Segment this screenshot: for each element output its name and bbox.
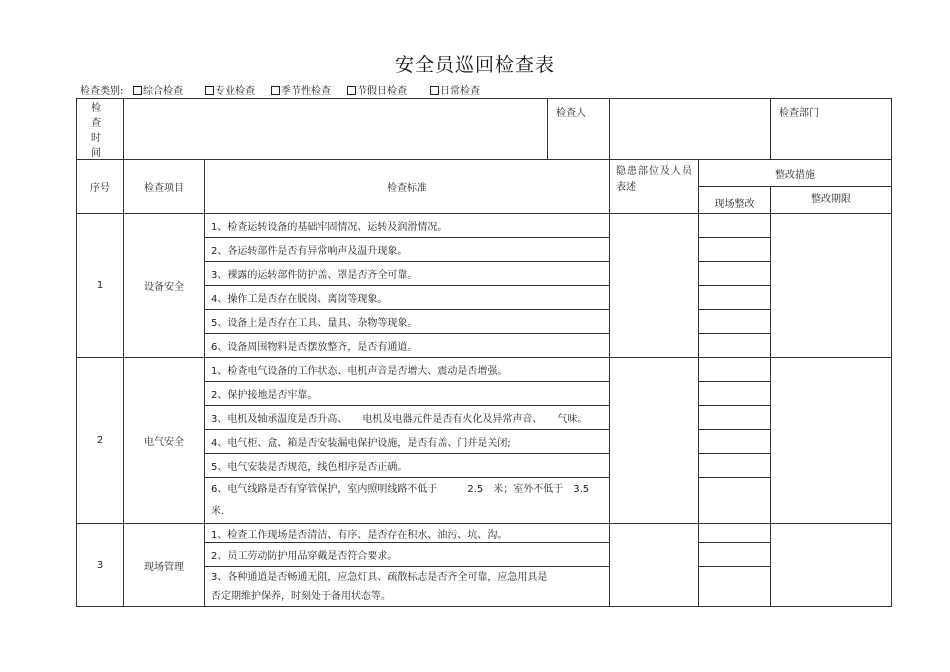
category-label: 检查类别: [80,86,124,97]
checkbox-icon [271,86,280,95]
section-item: 现场管理 [124,524,205,607]
standard-cell: 4、电气柜、盒、箱是否安装漏电保护设施，是否有盖、门并是关闭; [205,430,610,454]
onsite-cell[interactable] [699,430,771,454]
onsite-cell[interactable] [699,382,771,406]
check-time-label: 检 查 时 间 [77,99,124,160]
onsite-cell[interactable] [699,406,771,430]
section-number: 2 [77,358,124,524]
onsite-cell[interactable] [699,310,771,334]
standard-cell: 6、设备周围物料是否摆放整齐，是否有通道。 [205,334,610,358]
hazard-cell[interactable] [610,214,699,358]
department-label: 检查部门 [771,99,892,160]
deadline-cell[interactable] [771,214,892,358]
checkbox-icon [430,86,439,95]
onsite-cell[interactable] [699,238,771,262]
onsite-cell[interactable] [699,262,771,286]
onsite-cell[interactable] [699,286,771,310]
standard-cell: 2、各运转部件是否有异常响声及温升现象。 [205,238,610,262]
category-row [80,82,480,97]
checkbox-icon [133,86,142,95]
header-row-2 [77,160,892,187]
onsite-cell[interactable] [699,334,771,358]
standard-cell: 3、电机及轴承温度是否升高、 电机及电器元件是否有火化及异常声音、 气味。 [205,406,610,430]
deadline-cell[interactable] [771,524,892,607]
page-title: 安全员巡回检查表 [394,54,555,76]
standard-cell: 2、员工劳动防护用品穿戴是否符合要求。 [205,543,610,567]
inspection-table [76,98,892,607]
standard-cell: 5、设备上是否存在工具、量具、杂物等现象。 [205,310,610,334]
table-row [77,358,892,382]
category-option-professional[interactable]: 专业检查 [205,82,255,97]
standard-cell: 6、电气线路是否有穿管保护，室内照明线路不低于 2.5 米；室外不低于 3.5 米. [205,478,610,524]
hazard-cell[interactable] [610,358,699,524]
standard-cell: 3、裸露的运转部件防护盖、罩是否齐全可靠。 [205,262,610,286]
onsite-cell[interactable] [699,543,771,567]
standard-cell: 1、检查运转设备的基础牢固情况、运转及润滑情况。 [205,214,610,238]
checkbox-icon [347,86,356,95]
onsite-cell[interactable] [699,214,771,238]
section-item: 电气安全 [124,358,205,524]
onsite-cell[interactable] [699,567,771,607]
table-row [77,214,892,238]
section-item: 设备安全 [124,214,205,358]
seq-header: 序号 [77,160,124,214]
standard-cell: 2、保护接地是否牢靠。 [205,382,610,406]
inspector-label: 检查人 [548,99,610,160]
deadline-header: 整改期限 [771,187,892,214]
hazard-header: 隐患部位及人员表述 [610,160,699,214]
check-time-value[interactable] [124,99,548,160]
standard-cell: 1、检查工作现场是否清洁、有序、是否存在积水、油污、坑、沟。 [205,524,610,543]
standard-cell: 4、操作工是否存在脱岗、离岗等现象。 [205,286,610,310]
standard-cell: 5、电气安装是否规范，线色相序是否正确。 [205,454,610,478]
item-header: 检查项目 [124,160,205,214]
standard-header: 检查标准 [205,160,610,214]
onsite-cell[interactable] [699,454,771,478]
category-option-daily[interactable]: 日常检查 [430,82,480,97]
category-option-seasonal[interactable]: 季节性检查 [271,82,331,97]
deadline-cell[interactable] [771,358,892,524]
table-row [77,524,892,543]
onsite-cell[interactable] [699,478,771,524]
onsite-header: 现场整改 [699,187,771,214]
standard-cell: 3、各种通道是否畅通无阻，应急灯具、疏散标志是否齐全可靠，应急用具是 否定期维护保养，时刻处于备用状态等。 [205,567,610,607]
measures-header: 整改措施 [699,160,892,187]
onsite-cell[interactable] [699,358,771,382]
header-row-1 [77,99,892,160]
onsite-cell[interactable] [699,524,771,543]
category-option-holiday[interactable]: 节假日检查 [347,82,407,97]
checkbox-icon [205,86,214,95]
hazard-cell[interactable] [610,524,699,607]
section-number: 3 [77,524,124,607]
category-option-comprehensive[interactable]: 综合检查 [133,82,183,97]
section-number: 1 [77,214,124,358]
inspector-value[interactable] [610,99,771,160]
standard-cell: 1、检查电气设备的工作状态、电机声音是否增大、震动是否增强。 [205,358,610,382]
